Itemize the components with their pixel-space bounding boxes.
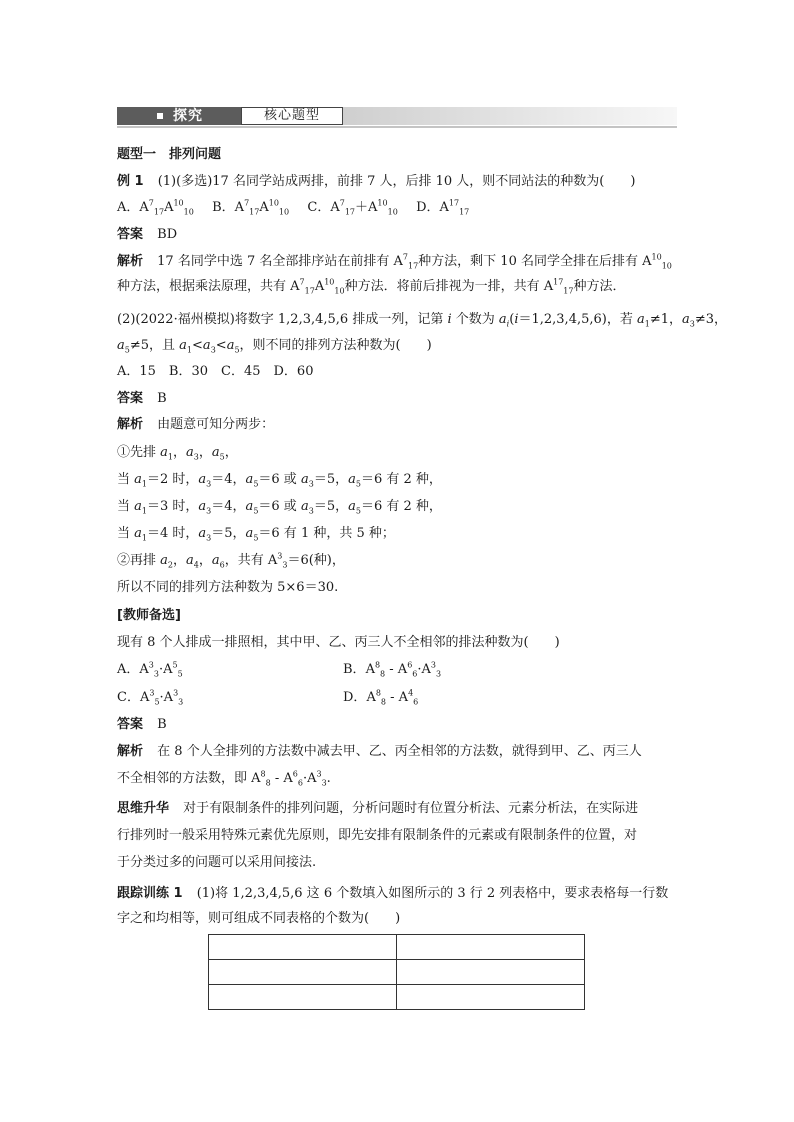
table-cell [209,935,397,960]
step2-line: ②再排 $a_2$，$a_4$，$a_6$，共有 $A^3_3=6$(种)， [117,551,345,570]
section-heading: 题型一 排列问题 [117,147,222,162]
example1-question2-line2: $a_5\ne 5$，且 $a_1<a_3<a_5$，则不同的排列方法种数为( ) [117,338,432,355]
answer2-line: 答案 B [117,391,167,406]
table-cell [397,985,585,1010]
teacher-option-b: B．$A^8_8 - A^6_6\cdot A^3_3$ [343,660,442,679]
question2-options: A．15 B．30 C．45 D．60 [117,364,314,379]
option-c: C．$A^7_{17}+A^{10}_{10}$ [307,198,398,217]
analysis-label: 解析 [117,254,144,269]
banner-label: 探究 [173,108,203,124]
summary-line1: 思维升华 对于有限制条件的排列问题，分析问题时有位置分析法、元素分析法，在实际进 [117,801,639,816]
answer1-line [117,225,177,245]
analysis1-line2: 种方法，根据乘法原理，共有 $A^7_{17}A^{10}_{10}$种方法．将前后排视为一排，共有 $A^{17}_{17}$种方法． [117,277,626,296]
example-label: 例 1 [117,174,144,189]
example1-question1 [117,172,635,192]
teacher-analysis-line2: 不全相邻的方法数，即 $A^8_8 - A^6_6\cdot A^3_3$. [117,769,331,788]
example1-options [117,198,469,218]
banner-dark-block [117,107,241,125]
option-d: D．$A^{17}_{17}$ [416,198,470,217]
teacher-option-c: C．$A^3_5\cdot A^3_3$ [117,688,184,707]
step1-line: ①先排 $a_1$，$a_3$，$a_5$， [117,445,238,462]
answer1-value: BD [157,227,178,242]
section-banner [117,107,677,125]
table-cell [209,960,397,985]
summary-line3: 于分类过多的问题可以采用间接法. [117,855,317,870]
question1-text: (1)(多选)17 名同学站成两排，前排 7 人，后排 10 人，则不同站法的种数为( ) [157,174,636,189]
summary-line2: 行排列时一般采用特殊元素优先原则，即先安排有限制条件的元素或有限制条件的位置，对 [117,828,638,843]
table-cell [209,985,397,1010]
teacher-analysis-line1: 解析 在 8 个人全排列的方法数中减去甲、乙、丙全相邻的方法数，就得到甲、乙、丙三人 [117,744,642,759]
case2-line: 当 $a_1=3$ 时，$a_3=4$，$a_5=6$ 或 $a_3=5$，$a_5=6$ 有 2 种， [117,499,442,516]
banner-title: 核心题型 [263,108,320,123]
teacher-option-d: D．$A^8_8 - A^4_6$ [343,688,419,707]
option-a: A．$A^7_{17}A^{10}_{10}$ [117,198,194,217]
teacher-heading: [教师备选] [117,608,181,623]
answer2-value: B [157,391,167,406]
case1-line: 当 $a_1=2$ 时，$a_3=4$，$a_5=6$ 或 $a_3=5$，$a_5=6$ 有 2 种， [117,472,442,489]
teacher-answer-value: B [157,717,167,732]
table-row [209,935,585,960]
conclusion-line: 所以不同的排列方法种数为 5×6＝30. [117,580,339,595]
example1-question2-line1: (2)(2022·福州模拟)将数字 1,2,3,4,5,6 排成一列，记第 i 个数为 $a_i(i=1,2,3,4,5,6)$，若 $a_1\ne 1$，$a_3\ne 3$， [117,312,728,329]
training-line2: 字之和均相等，则可组成不同表格的个数为( ) [117,911,401,926]
analysis1-line1: 解析 17 名同学中选 7 名全部排序站在前排有 $A^7_{17}$种方法，剩下 10 名同学全排在后排有 $A^{10}_{10}$ [117,252,672,271]
square-bullet-icon [157,113,163,119]
banner-title-box [241,107,343,125]
training-line1: 跟踪训练 1 (1)将 1,2,3,4,5,6 这 6 个数填入如图所示的 3 行 2 列表格中，要求表格每一行数 [117,886,669,901]
table-row [209,985,585,1010]
table-row [209,960,585,985]
teacher-question: 现有 8 个人排成一排照相，其中甲、乙、丙三人不全相邻的排法种数为( ) [117,635,560,650]
summary-label: 思维升华 [117,801,170,816]
table-cell [397,935,585,960]
teacher-option-a: A．$A^3_3\cdot A^5_5$ [117,660,183,679]
teacher-answer-line: 答案 B [117,717,167,732]
case3-line: 当 $a_1=4$ 时，$a_3=5$，$a_5=6$ 有 1 种，共 5 种； [117,526,395,543]
empty-3x2-table [208,934,585,1010]
option-b: B．$A^7_{17}A^{10}_{10}$ [212,198,290,217]
analysis2-intro: 解析 由题意可知分两步： [117,417,275,432]
training-label: 跟踪训练 1 [117,886,183,901]
table-cell [397,960,585,985]
banner-divider [117,126,677,128]
answer-label: 答案 [117,227,144,242]
banner-gradient [343,107,677,125]
